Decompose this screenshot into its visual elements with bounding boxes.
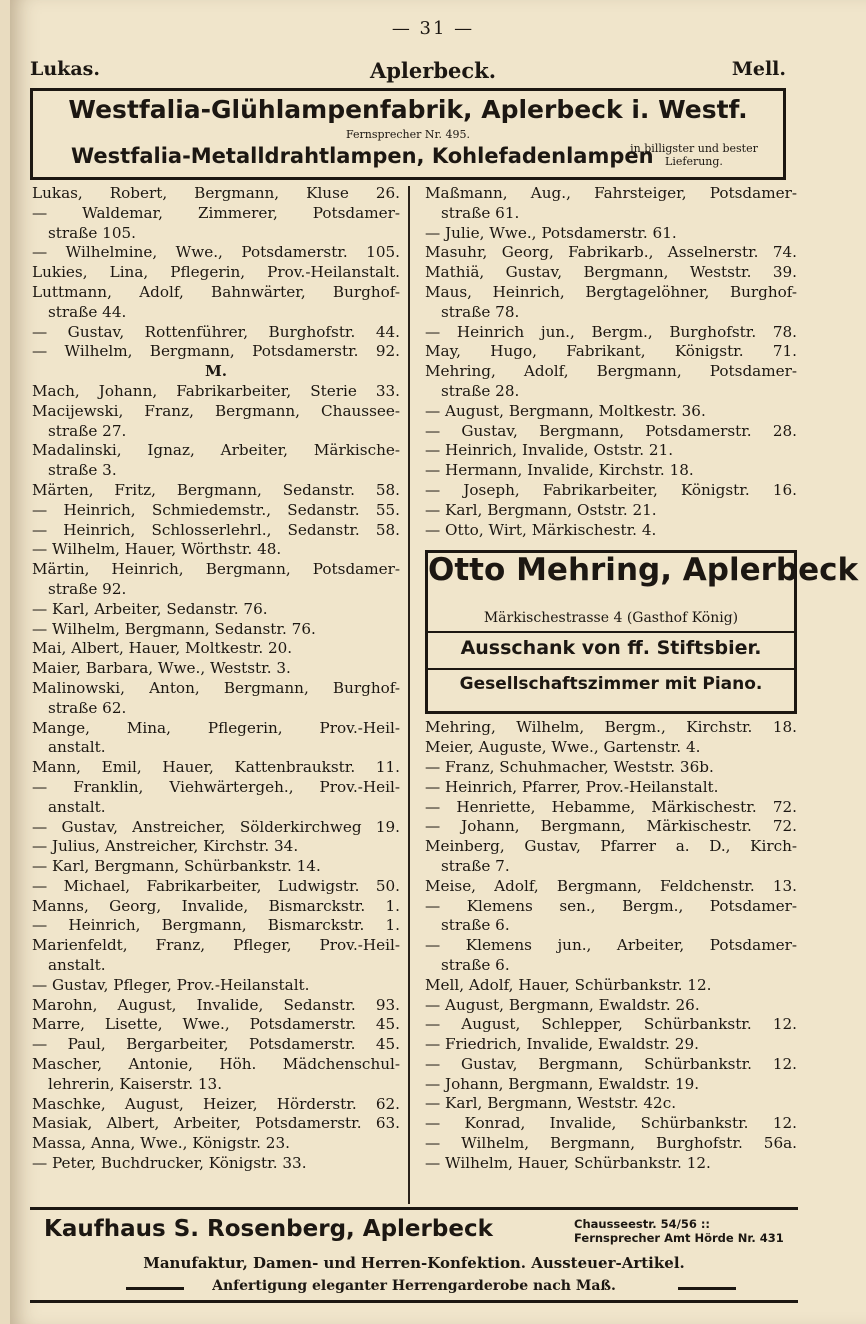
directory-entry: — Karl, Bergmann, Oststr. 21. bbox=[425, 500, 657, 519]
running-head-left: Lukas. bbox=[30, 58, 100, 80]
directory-entry: — Wilhelm, Bergmann, Burghofstr. 56a. bbox=[425, 1134, 797, 1153]
ad-westfalia-note: in billigster und bester Lieferung. bbox=[630, 142, 758, 168]
directory-entry: Meise, Adolf, Bergmann, Feldchenstr. 13. bbox=[425, 876, 797, 895]
directory-entry-continuation: straße 78. bbox=[441, 302, 520, 321]
directory-entry: — Hermann, Invalide, Kirchstr. 18. bbox=[425, 461, 694, 480]
directory-entry-continuation: straße 27. bbox=[48, 421, 127, 440]
directory-entry: Masuhr, Georg, Fabrikarb., Asselnerstr. 74. bbox=[425, 243, 797, 262]
directory-entry: Mange, Mina, Pflegerin, Prov.-Heil- bbox=[32, 718, 400, 737]
directory-entry: Maschke, August, Heizer, Hörderstr. 62. bbox=[32, 1094, 400, 1113]
directory-entry: Madalinski, Ignaz, Arbeiter, Märkische- bbox=[32, 441, 400, 460]
ad-westfalia-products: Westfalia-Metalldrahtlampen, Kohlefadenlampen bbox=[71, 144, 654, 168]
directory-entry: — Wilhelm, Hauer, Wörthstr. 48. bbox=[32, 540, 282, 559]
directory-entry: Meinberg, Gustav, Pfarrer a. D., Kirch- bbox=[425, 837, 797, 856]
directory-entry: — Heinrich, Bergmann, Bismarckstr. 1. bbox=[32, 916, 400, 935]
directory-entry: — Heinrich, Invalide, Oststr. 21. bbox=[425, 441, 674, 460]
ad-westfalia-phone: Fernsprecher Nr. 495. bbox=[345, 128, 470, 141]
ad-rosenberg-address: Chausseestr. 54/56 :: Fernsprecher Amt Hörde Nr. 431 bbox=[574, 1217, 784, 1245]
directory-entry: Mell, Adolf, Hauer, Schürbankstr. 12. bbox=[425, 975, 712, 994]
directory-entry: — Gustav, Bergmann, Schürbankstr. 12. bbox=[425, 1054, 797, 1073]
directory-entry: — Friedrich, Invalide, Ewaldstr. 29. bbox=[425, 1035, 699, 1054]
directory-entry: — Johann, Bergmann, Ewaldstr. 19. bbox=[425, 1074, 700, 1093]
directory-entry: — Wilhelmine, Wwe., Potsdamerstr. 105. bbox=[32, 243, 400, 262]
directory-entry: — Gustav, Rottenführer, Burghofstr. 44. bbox=[32, 322, 400, 341]
directory-entry: Maier, Barbara, Wwe., Weststr. 3. bbox=[32, 659, 291, 678]
ad-mehring-title: Otto Mehring, Aplerbeck bbox=[428, 552, 859, 589]
directory-entry-continuation: anstalt. bbox=[48, 956, 106, 975]
ad-rosenberg-title: Kaufhaus S. Rosenberg, Aplerbeck bbox=[44, 1216, 493, 1242]
advertisement-westfalia bbox=[30, 88, 786, 180]
directory-entry-continuation: straße 61. bbox=[441, 203, 520, 222]
directory-entry-continuation: anstalt. bbox=[48, 797, 106, 816]
directory-entry: — August, Bergmann, Ewaldstr. 26. bbox=[425, 995, 700, 1014]
directory-entry: Luttmann, Adolf, Bahnwärter, Burghof- bbox=[32, 282, 400, 301]
directory-entry: — Heinrich, Schmiedemstr., Sedanstr. 55. bbox=[32, 500, 400, 519]
directory-entry: Mai, Albert, Hauer, Moltkestr. 20. bbox=[32, 639, 293, 658]
directory-entry: — Franklin, Viehwärtergeh., Prov.-Heil- bbox=[32, 777, 400, 796]
directory-entry: — Franz, Schuhmacher, Weststr. 36b. bbox=[425, 757, 714, 776]
directory-entry: — Otto, Wirt, Märkischestr. 4. bbox=[425, 520, 657, 539]
directory-entry: — Klemens jun., Arbeiter, Potsdamer- bbox=[425, 936, 797, 955]
directory-entry: — Julie, Wwe., Potsdamerstr. 61. bbox=[425, 223, 677, 242]
directory-entry: Mascher, Antonie, Höh. Mädchenschul- bbox=[32, 1055, 400, 1074]
directory-entry: — Gustav, Bergmann, Potsdamerstr. 28. bbox=[425, 421, 797, 440]
directory-entry: Lukas, Robert, Bergmann, Kluse 26. bbox=[32, 184, 400, 202]
directory-entry: Masiak, Albert, Arbeiter, Potsdamerstr. 63. bbox=[32, 1114, 400, 1133]
directory-entry-continuation: straße 62. bbox=[48, 698, 127, 717]
directory-entry: — Karl, Arbeiter, Sedanstr. 76. bbox=[32, 599, 268, 618]
directory-entry: Marre, Lisette, Wwe., Potsdamerstr. 45. bbox=[32, 1015, 400, 1034]
directory-entry: — Karl, Bergmann, Weststr. 42c. bbox=[425, 1094, 677, 1113]
advertisement-rosenberg bbox=[30, 1207, 798, 1303]
directory-entry: — August, Schlepper, Schürbankstr. 12. bbox=[425, 1015, 797, 1034]
ad-mehring-line3: Ausschank von ff. Stiftsbier. bbox=[460, 637, 762, 660]
directory-entry: — Heinrich, Schlosserlehrl., Sedanstr. 58. bbox=[32, 520, 400, 539]
directory-entry: — August, Bergmann, Moltkestr. 36. bbox=[425, 401, 706, 420]
directory-entry-continuation: straße 92. bbox=[48, 579, 127, 598]
directory-entry-continuation: straße 28. bbox=[441, 381, 520, 400]
directory-entry: — Julius, Anstreicher, Kirchstr. 34. bbox=[32, 837, 299, 856]
directory-entry: Mathiä, Gustav, Bergmann, Weststr. 39. bbox=[425, 263, 797, 282]
directory-entry: — Henriette, Hebamme, Märkischestr. 72. bbox=[425, 797, 797, 816]
ad-rosenberg-rule-right bbox=[678, 1287, 736, 1290]
directory-entry-continuation: straße 6. bbox=[441, 916, 510, 935]
directory-entry: May, Hugo, Fabrikant, Königstr. 71. bbox=[425, 342, 797, 361]
running-head-right: Mell. bbox=[731, 58, 786, 80]
directory-entry-continuation: straße 6. bbox=[441, 955, 510, 974]
directory-entry: — Wilhelm, Bergmann, Sedanstr. 76. bbox=[32, 619, 316, 638]
directory-entry: Macijewski, Franz, Bergmann, Chaussee- bbox=[32, 401, 400, 420]
directory-entry: — Gustav, Pfleger, Prov.-Heilanstalt. bbox=[32, 975, 310, 994]
directory-entry: Märtin, Heinrich, Bergmann, Potsdamer- bbox=[32, 560, 400, 579]
running-head-center: Aplerbeck. bbox=[369, 58, 497, 83]
directory-entry: — Wilhelm, Bergmann, Potsdamerstr. 92. bbox=[32, 342, 400, 361]
directory-entry: Marienfeldt, Franz, Pfleger, Prov.-Heil- bbox=[32, 936, 400, 955]
ad-westfalia-title: Westfalia-Glühlampenfabrik, Aplerbeck i. Westf. bbox=[68, 95, 748, 124]
directory-entry: — Wilhelm, Hauer, Schürbankstr. 12. bbox=[425, 1153, 711, 1172]
directory-entry: — Heinrich jun., Bergm., Burghofstr. 78. bbox=[425, 322, 797, 341]
page-number: — 31 — bbox=[391, 18, 475, 39]
directory-entry-continuation: straße 7. bbox=[441, 856, 510, 875]
directory-entry: — Klemens sen., Bergm., Potsdamer- bbox=[425, 896, 797, 915]
directory-entry: Maßmann, Aug., Fahrsteiger, Potsdamer- bbox=[425, 184, 797, 202]
directory-entry: Manns, Georg, Invalide, Bismarckstr. 1. bbox=[32, 896, 400, 915]
directory-entry: — Gustav, Anstreicher, Sölderkirchweg 19. bbox=[32, 817, 400, 836]
directory-entry: Mach, Johann, Fabrikarbeiter, Sterie 33. bbox=[32, 381, 400, 400]
column-divider bbox=[408, 186, 410, 1204]
directory-entry: — Michael, Fabrikarbeiter, Ludwigstr. 50. bbox=[32, 876, 400, 895]
right-column-entries-bottom bbox=[425, 718, 797, 1173]
directory-entry: — Waldemar, Zimmerer, Potsdamer- bbox=[32, 203, 400, 222]
directory-entry: Mann, Emil, Hauer, Kattenbraukstr. 11. bbox=[32, 758, 400, 777]
directory-entry: Mehring, Wilhelm, Bergm., Kirchstr. 18. bbox=[425, 718, 797, 737]
ad-rosenberg-line4: Anfertigung eleganter Herrengarderobe nach Maß. bbox=[212, 1278, 616, 1294]
directory-entry: — Paul, Bergarbeiter, Potsdamerstr. 45. bbox=[32, 1035, 400, 1054]
section-letter: M. bbox=[204, 362, 228, 381]
directory-entry: — Karl, Bergmann, Schürbankstr. 14. bbox=[32, 857, 321, 876]
right-column-entries-top bbox=[425, 184, 797, 540]
ad-rosenberg-line3: Manufaktur, Damen- und Herren-Konfektion. Aussteuer-Artikel. bbox=[143, 1254, 685, 1272]
directory-entry-continuation: lehrerin, Kaiserstr. 13. bbox=[48, 1074, 223, 1093]
directory-entry: Lukies, Lina, Pflegerin, Prov.-Heilanstalt. bbox=[32, 263, 400, 282]
directory-entry: Marohn, August, Invalide, Sedanstr. 93. bbox=[32, 995, 400, 1014]
directory-entry-continuation: anstalt. bbox=[48, 738, 106, 757]
directory-entry: — Heinrich, Pfarrer, Prov.-Heilanstalt. bbox=[425, 777, 719, 796]
ad-mehring-divider bbox=[428, 631, 794, 633]
ad-mehring-divider-2 bbox=[428, 668, 794, 670]
directory-entry: — Joseph, Fabrikarbeiter, Königstr. 16. bbox=[425, 480, 797, 499]
directory-entry: — Johann, Bergmann, Märkischestr. 72. bbox=[425, 817, 797, 836]
directory-entry-continuation: straße 105. bbox=[48, 223, 136, 242]
directory-entry: Maus, Heinrich, Bergtagelöhner, Burghof- bbox=[425, 282, 797, 301]
right-column bbox=[425, 184, 859, 1174]
ad-mehring-line4: Gesellschaftszimmer mit Piano. bbox=[459, 674, 763, 695]
advertisement-otto-mehring bbox=[425, 550, 859, 714]
directory-entry: Märten, Fritz, Bergmann, Sedanstr. 58. bbox=[32, 480, 400, 499]
directory-entry: — Konrad, Invalide, Schürbankstr. 12. bbox=[425, 1114, 797, 1133]
directory-entry: Mehring, Adolf, Bergmann, Potsdamer- bbox=[425, 362, 797, 381]
directory-entry: — Peter, Buchdrucker, Königstr. 33. bbox=[32, 1154, 307, 1173]
directory-entry-continuation: straße 3. bbox=[48, 461, 117, 480]
directory-entry: Massa, Anna, Wwe., Königstr. 23. bbox=[32, 1134, 290, 1153]
left-column bbox=[32, 184, 400, 1174]
ad-mehring-address: Märkischestrasse 4 (Gasthof König) bbox=[483, 610, 739, 627]
directory-entry: Malinowski, Anton, Bergmann, Burghof- bbox=[32, 678, 400, 697]
directory-entry-continuation: straße 44. bbox=[48, 302, 127, 321]
directory-entry: Meier, Auguste, Wwe., Gartenstr. 4. bbox=[425, 738, 701, 757]
